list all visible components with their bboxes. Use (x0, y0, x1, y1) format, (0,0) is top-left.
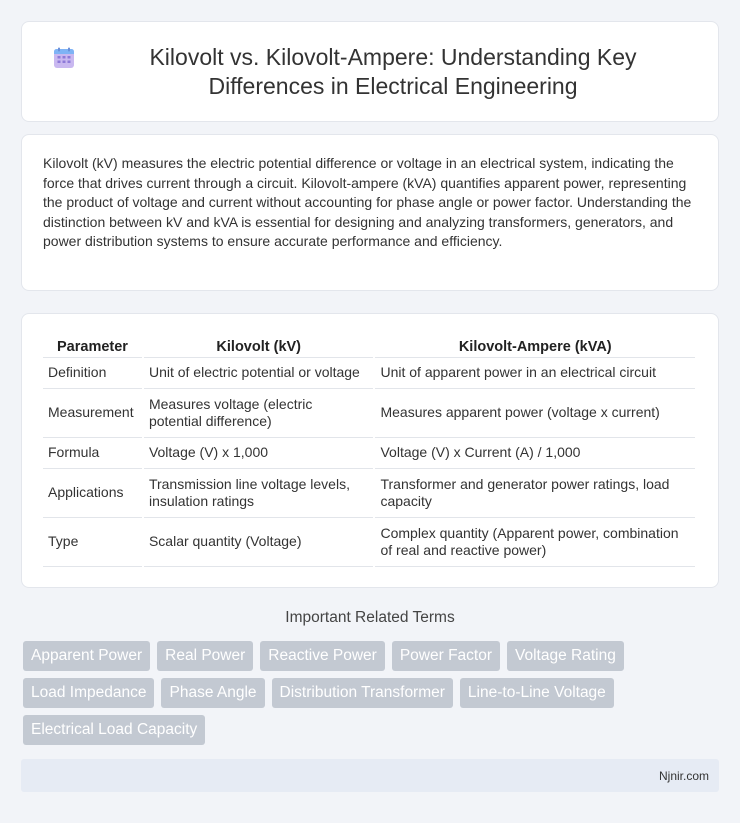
related-terms-title: Important Related Terms (285, 609, 455, 626)
column-header-kilovolt: Kilovolt (kV) (144, 334, 374, 358)
footer (21, 759, 719, 792)
related-terms-tags (23, 641, 723, 745)
column-header-kilovolt-ampere: Kilovolt-Ampere (kVA) (375, 334, 695, 358)
tag-electrical-load-capacity[interactable]: Electrical Load Capacity (23, 715, 205, 745)
tag-power-factor[interactable]: Power Factor (392, 641, 500, 671)
table-cell: Complex quantity (Apparent power, combination of real and reactive power) (375, 518, 695, 567)
table-row (43, 358, 695, 389)
table-cell: Unit of apparent power in an electrical circuit (375, 358, 695, 389)
tag-apparent-power[interactable]: Apparent Power (23, 641, 150, 671)
comparison-table-card (21, 313, 719, 588)
page-title: Kilovolt vs. Kilovolt-Ampere: Understanding Key Differences in Electrical Engineering (149, 43, 637, 99)
table-cell: Measurement (43, 389, 142, 438)
tag-reactive-power[interactable]: Reactive Power (260, 641, 385, 671)
tag-distribution-transformer[interactable]: Distribution Transformer (272, 678, 453, 708)
intro-paragraph: Kilovolt (kV) measures the electric potential difference or voltage in an electrical system, indicating the force that drives current through a circuit. Kilovolt-ampere (kVA) quantifies apparent power, representing the product of voltage and current without accounting for phase angle or power factor. Understanding the distinction between kV and kVA is essential for designing and analyzing transformers, generators, and power distribution systems to ensure accurate performance and efficiency. (43, 155, 692, 250)
table-cell: Scalar quantity (Voltage) (144, 518, 374, 567)
footer-site-name: Njnir.com (658, 769, 709, 783)
table-cell: Measures voltage (electric potential difference) (144, 389, 374, 438)
table-cell: Formula (43, 438, 142, 469)
table-cell: Applications (43, 469, 142, 518)
tag-line-to-line-voltage[interactable]: Line-to-Line Voltage (460, 678, 614, 708)
table-cell: Definition (43, 358, 142, 389)
table-cell: Transmission line voltage levels, insulation ratings (144, 469, 374, 518)
table-cell: Unit of electric potential or voltage (144, 358, 374, 389)
tag-load-impedance[interactable]: Load Impedance (23, 678, 154, 708)
tag-phase-angle[interactable]: Phase Angle (161, 678, 264, 708)
calendar-grid-icon (52, 46, 76, 70)
table-cell: Transformer and generator power ratings, load capacity (375, 469, 695, 518)
table-row (43, 389, 695, 438)
table-cell: Voltage (V) x 1,000 (144, 438, 374, 469)
table-row (43, 518, 695, 567)
table-row (43, 438, 695, 469)
intro-card (21, 134, 719, 291)
table-row (43, 469, 695, 518)
table-cell: Measures apparent power (voltage x current) (375, 389, 695, 438)
header-card (21, 21, 719, 122)
tag-real-power[interactable]: Real Power (157, 641, 253, 671)
table-cell: Voltage (V) x Current (A) / 1,000 (375, 438, 695, 469)
table-header-row (43, 334, 695, 358)
comparison-table (41, 334, 697, 567)
tag-voltage-rating[interactable]: Voltage Rating (507, 641, 624, 671)
table-cell: Type (43, 518, 142, 567)
column-header-parameter: Parameter (43, 334, 142, 358)
